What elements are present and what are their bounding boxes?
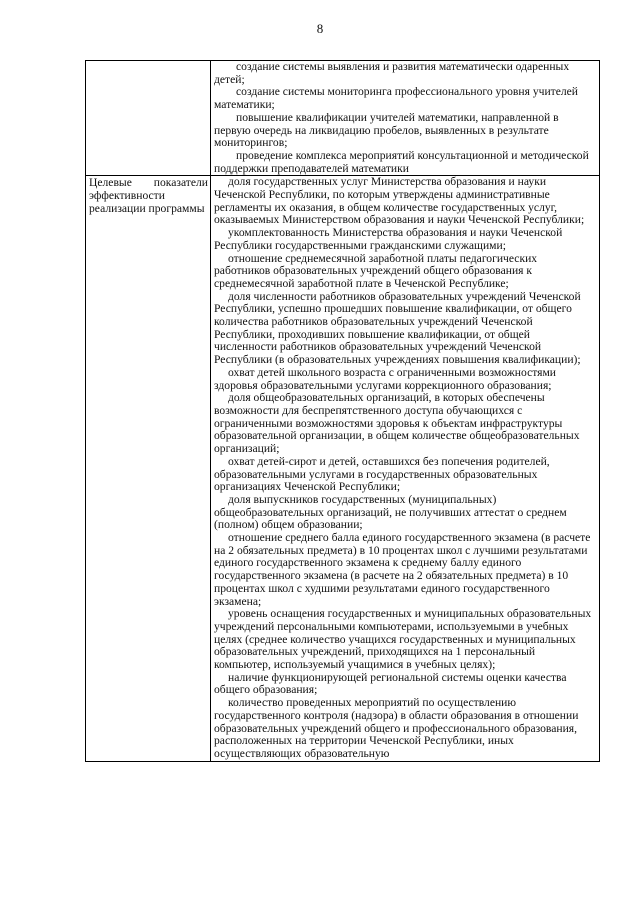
content-paragraph: охват детей школьного возраста с ограниченными возможностями здоровья образовательными услугами коррекционного образования;: [214, 365, 557, 392]
content-paragraph: отношение среднемесячной заработной платы педагогических работников образовательных учреждений общего образования к среднемесячной заработной плате в Чеченской Республике;: [214, 251, 538, 290]
content-paragraph: повышение квалификации учителей математики, направленной в первую очередь на ликвидацию пробелов, выявленных в результате мониторингов;: [214, 110, 559, 150]
content-paragraph: отношение среднего балла единого государственного экзамена (в расчете на 2 обязательных предмета) в 10 процентах школ с лучшими результатами единого государственного экзамена к среднему баллу единого государственного экзамена (в расчете на 2 обязательных предмета) в 10 процентах школ с худшими результатами единого государственного экзамена;: [214, 531, 591, 608]
program-passport-table: [85, 60, 600, 762]
table-row: [86, 176, 600, 761]
content-paragraph: охват детей-сирот и детей, оставшихся без попечения родителей, образовательными услугами в государственных образовательных организациях Чеченской Республики;: [214, 454, 550, 494]
page-number: 8: [316, 21, 324, 36]
content-paragraph: наличие функционирующей региональной системы оценки качества общего образования;: [214, 670, 567, 697]
table-row: [86, 61, 600, 176]
row-label: Целевые показатели эффективности реализации программы: [89, 176, 208, 215]
content-paragraph: создание системы мониторинга профессионального уровня учителей математики;: [214, 85, 579, 112]
content-paragraph: укомплектованность Министерства образования и науки Чеченской Республики государственными гражданскими служащими;: [214, 226, 563, 252]
row-content-cell: [211, 61, 600, 176]
content-paragraph: проведение комплекса мероприятий консультационной и методической поддержки преподавателей математики: [214, 148, 589, 175]
row-label-cell: [86, 61, 211, 176]
content-paragraph: создание системы выявления и развития математически одаренных детей;: [214, 60, 570, 86]
content-paragraph: доля общеобразовательных организаций, в которых обеспечены возможности для беспрепятственного доступа обучающихся с ограниченными возможностями здоровья к объектам инфраструктуры образовательной организации, в общем количестве общеобразовательных организаций;: [214, 391, 580, 456]
content-paragraph: доля выпускников государственных (муниципальных) общеобразовательных организаций, не получивших аттестат о среднем (полном) общем образовании;: [214, 492, 567, 532]
content-paragraph: количество проведенных мероприятий по осуществлению государственного контроля (надзора) в области образования в отношении образовательных учреждений общего и профессионального образования, расположенных на территории Чеченской Республики, иных осуществляющих образовательную: [214, 696, 579, 760]
row-label: [86, 61, 210, 62]
content-paragraph: доля численности работников образовательных учреждений Чеченской Республики, успешно прошедших повышение квалификации, от общего количества работников образовательных учреждений Чеченской Республики, проходивших повышение квалификации, от общей численности работников образовательных учреждений Чеченской Республики (в образовательных учреждениях повышения квалификации);: [214, 289, 581, 367]
row-label-cell: [86, 176, 211, 761]
row-content-cell: [211, 176, 600, 761]
content-paragraph: доля государственных услуг Министерства образования и науки Чеченской Республики, по которым утверждены административные регламенты их оказания, в общем количестве государственных услуг, оказываемых Министерством образования и науки Чеченской Республики;: [214, 175, 585, 227]
content-paragraph: уровень оснащения государственных и муниципальных образовательных учреждений персональными компьютерами, используемыми в учебных целях (среднее количество учащихся государственных и муниципальных образовательных учреждений, приходящихся на 1 персональный компьютер, используемый учащимися в учебных целях);: [214, 607, 592, 672]
